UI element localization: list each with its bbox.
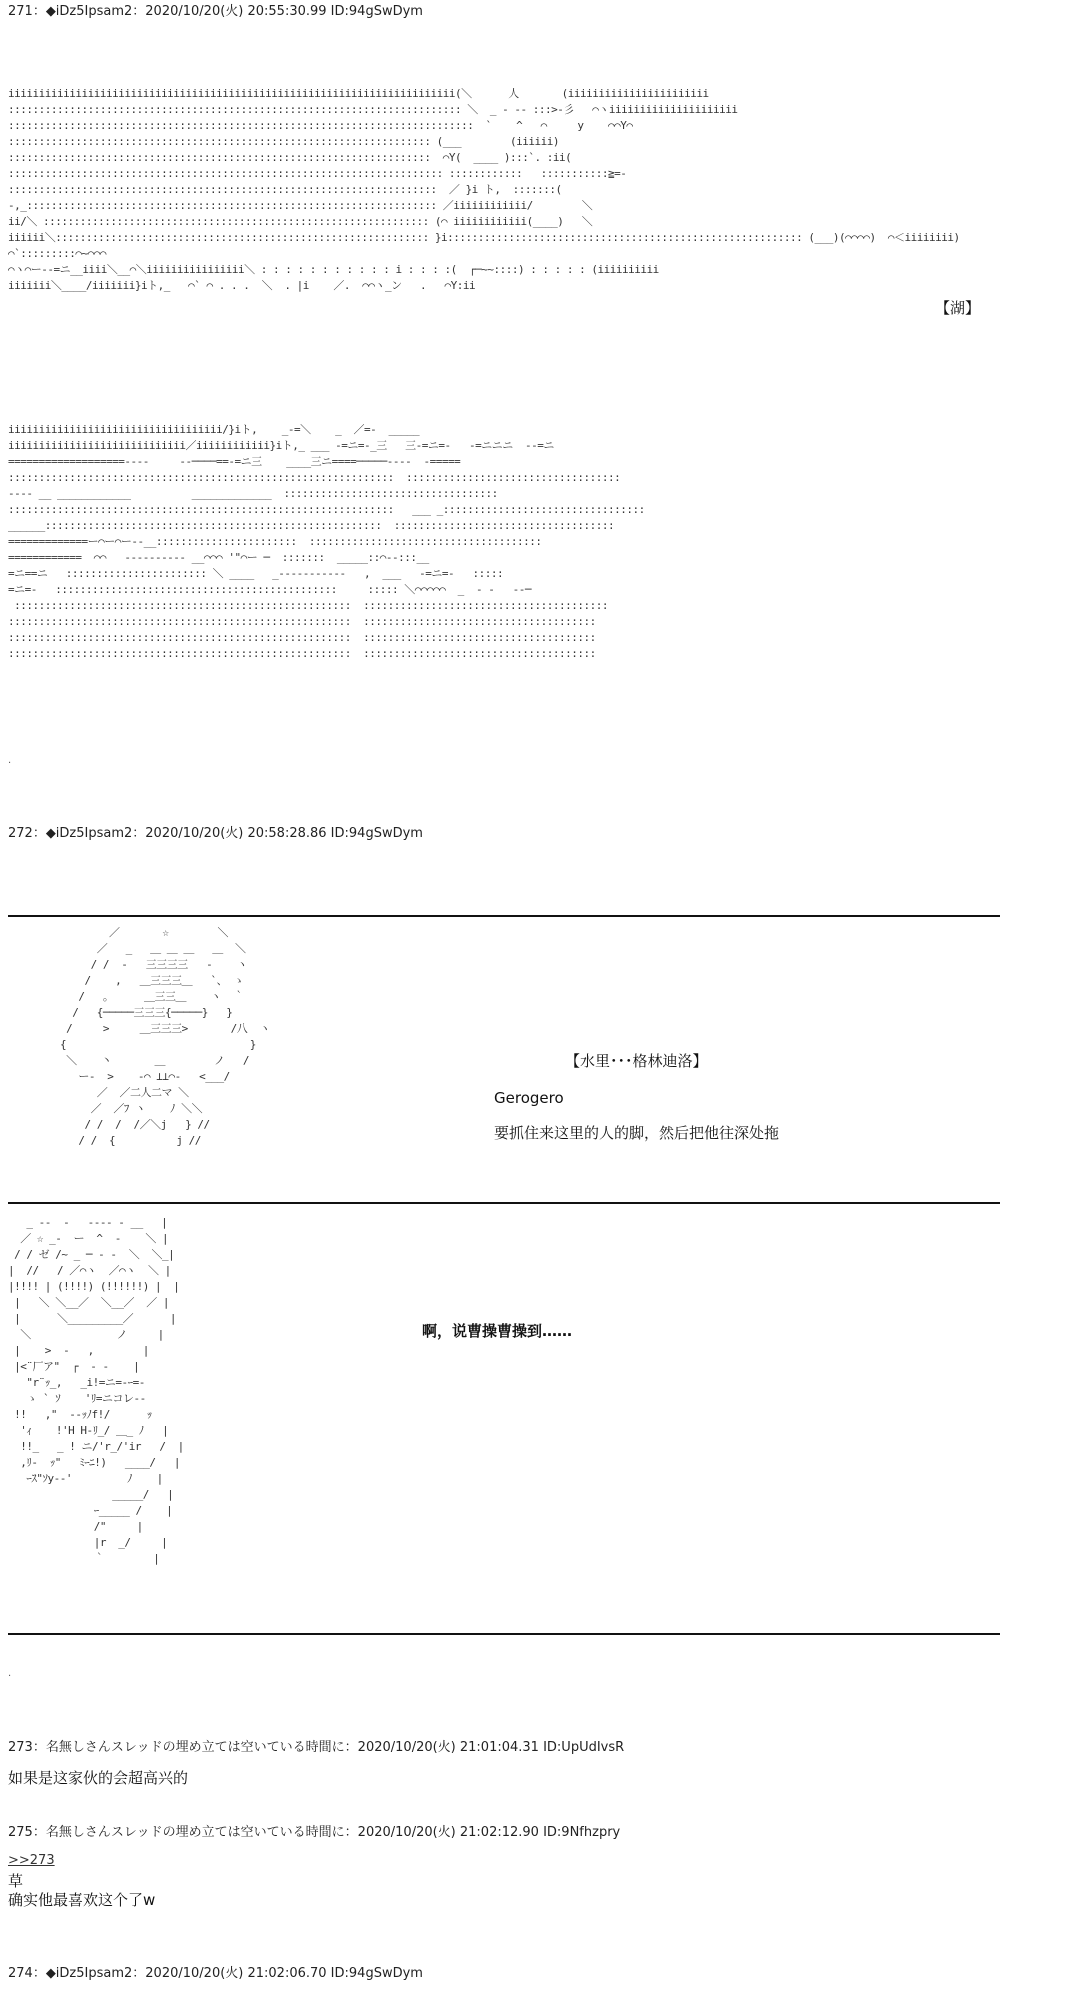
character-name: 【水里･･･格林迪洛】: [565, 1052, 708, 1070]
ascii-art-lake-top: iiiiiiiiiiiiiiiiiiiiiiiiiiiiiiiiiiiiiiiiiiiiiiiiiiiiiiiiiiiiiiiiiiiiiiiii(＼ 人 (iiiiiiiiiiiiiiiiiiiiiii :::::::::::::::::::::::::::::::::::::::::::::::::::::::::::::::::::::::::: ＼ _ - -‐ :::>-彡 ⌒ヽiiiiiiiiiiiiiiiiiiiii :::::::::::::::::::::::::::::::::::::::::::::::::::::::::::::::::::::::::::: ` ^ ⌒ y ⌒⌒Y⌒ ::::::::::::::::::::::::::::::::::::::::::::::::::::::::::::::::::::: (___ (iiiiii) ::::::::::::::::::::::::::::::::::::::::::::::::::::::::::::::::::::: ⌒Y( ____ ):::`. :ii( ::::::::::::::::::::::::::::::::::::::::::::::::::::::::::::::::::::::: :::::::::::: :::::::::::≧=- :::::::::::::::::::::::::::::::::::::::::::::::::::::::::::::::::::::: ／ }i ト, :::::::( -,_::::::::::::::::::::::::::::::::::::::::::::::::::::::::::::::::::: ／iiiiiiiiiiii/ ＼ ii/＼ ::::::::::::::::::::::::::::::::::::::::::::::::::::::::::::::: (⌒ iiiiiiiiiiii(____) ＼ iiiiii＼::::::::::::::::::::::::::::::::::::::::::::::::::::::::::::: }i:::::::::::::::::::::::::::::::::::::::::::::::::::::::::: (___)(⌒⌒⌒⌒) ⌒＜iiiiiiii) ⌒`:::::::::⌒~⌒⌒⌒ ⌒ヽ⌒ー--=ニ__iiii＼__⌒＼iiiiiiiiiiiiiiii＼ : : : : : : : : : : : i : : : :( ┌─~~::::) : : : : : (iiiiiiiiii iiiiiii＼____/iiiiiii}iト,_ ⌒` ⌒ . . . ＼ . |i ／. ⌒⌒ヽ_ン . ⌒Y:ii: [8, 87, 960, 292]
post-header-274: 274：◆iDz5Ipsam2：2020/10/20(火) 21:02:06.70 ID:94gSwDym: [8, 1966, 423, 1981]
panel-divider-middle: [8, 1202, 1000, 1204]
post-body-275-line1: 草: [8, 1872, 24, 1890]
sound-effect: Gerogero: [494, 1089, 564, 1107]
dot-mark-2: .: [8, 1668, 12, 1679]
post-header-271: 271：◆iDz5Ipsam2：2020/10/20(火) 20:55:30.99 ID:94gSwDym: [8, 4, 423, 19]
ascii-art-grindylow-face: ／ ☆ ＼ ／ _ ＿ ＿ ＿ ＿ ＼ / / - 三三三三 - ヽ / , ＿三三三＿ `、 ゝ / 。 ＿三三＿ ヽ ｀ / {─────三三三{─────} } / > ＿三三三> /八 ヽ { } ＼ 丶 ＿ ノ / ー- > ‐⌒ ⊥⊥⌒‐ <___/ ／ ／二人二マ ＼ ／ ／ﾌ ヽ ﾉ ＼＼ / / / /／＼j } // / / { j //: [60, 926, 270, 1147]
dot-mark: .: [8, 755, 12, 766]
panel2-dialogue: 啊，说曹操曹操到……: [422, 1322, 573, 1340]
ascii-art-lake-bottom: iiiiiiiiiiiiiiiiiiiiiiiiiiiiiiiiiii/}iト, _-=＼ _ ／=- _____ iiiiiiiiiiiiiiiiiiiiiiiiiiiii／iiiiiiiiiiii}iト,_ ___ -=ニ=-_三 三-=ニ=- -=ニニニ --=ニ ===================---- ‐‐────==-=ニ三 ____三ニ====─────---- -===== ::::::::::::::::::::::::::::::::::::::::::::::::::::::::::::::: ::::::::::::::::::::::::::::::::::: ‐‐-- __ ____________ _____________ ::::::::::::::::::::::::::::::::::: ::::::::::::::::::::::::::::::::::::::::::::::::::::::::::::::: ___ _::::::::::::::::::::::::::::::::: ______::::::::::::::::::::::::::::::::::::::::::::::::::::::: :::::::::::::::::::::::::::::::::::: =============ー⌒ー⌒ー--__::::::::::::::::::::::: :::::::::::::::::::::::::::::::::::::: ============ ⌒⌒ ‐‐‐‐‐‐‐‐‐‐ __⌒⌒⌒ '"⌒ー ─ ::::::: _____::⌒--:::__ =ニ==ニ ::::::::::::::::::::::: ＼ ____ _-‐‐‐‐‐‐‐‐‐‐ , ___ -=ニ=- ::::: =ニ=- :::::::::::::::::::::::::::::::::::::::::::::: ::::: ＼⌒⌒⌒⌒⌒ _ - - -‐─ ::::::::::::::::::::::::::::::::::::::::::::::::::::::: :::::::::::::::::::::::::::::::::::::::: :::::::::::::::::::::::::::::::::::::::::::::::::::::::: :::::::::::::::::::::::::::::::::::::: :::::::::::::::::::::::::::::::::::::::::::::::::::::::: :::::::::::::::::::::::::::::::::::::: :::::::::::::::::::::::::::::::::::::::::::::::::::::::: ::::::::::::::::::::::::::::::::::::::: [8, 423, 645, 660]
post-header-275: 275：名無しさんスレッドの埋め立ては空いている時間に：2020/10/20(火) 21:02:12.90 ID:9Nfhzpry: [8, 1825, 621, 1840]
post-body-275-line2: 确实他最喜欢这个了w: [8, 1891, 156, 1909]
ascii-art-frog-face: _ ‐‐ - ‐‐‐‐ - __ | ／ ☆ _- ー ^ - ＼ | / / ゼ /~ _ ─ ‐ - ＼ ＼_| | // / ／⌒ヽ ／⌒ヽ ＼ | |!!!! | (!!!!) (!!!!!!) | | | ＼ ＼__／ ＼__／ ／ | | ＼_________／ | ＼ ノ | | > - , | |<¨厂ア" ┌ ‐ ‐ | "r¨ｯ_, _i!=ニ=-ｰ=- ゝ ` ｿ 'ﾘ=ニコレ-- !! ," ‐‐ｯﾉf!/ ｯ 'ｨ !'H H-ﾘ_/ ＿_ ﾉ | !!_ _ ! ニ/'r_/'ir / | ,ﾘ- ｯ" ﾐｰﾆ!) ____/ | ｰｽ"ｿy--' ﾉ | _____/ | ｰ_____ / | /" | |r _/ | ｀ |: [8, 1216, 184, 1565]
scene-label-lake: 【湖】: [935, 299, 981, 317]
panel1-dialogue: 要抓住来这里的人的脚，然后把他往深处拖: [494, 1124, 780, 1142]
post-header-272: 272：◆iDz5Ipsam2：2020/10/20(火) 20:58:28.86 ID:94gSwDym: [8, 826, 423, 841]
post-header-273: 273：名無しさんスレッドの埋め立ては空いている時間に：2020/10/20(火) 21:01:04.31 ID:UpUdIvsR: [8, 1740, 625, 1755]
panel-divider-bottom: [8, 1633, 1000, 1635]
panel-divider-top: [8, 915, 1000, 917]
reply-link-273[interactable]: >>273: [8, 1853, 55, 1868]
post-body-273: 如果是这家伙的会超高兴的: [8, 1769, 189, 1787]
